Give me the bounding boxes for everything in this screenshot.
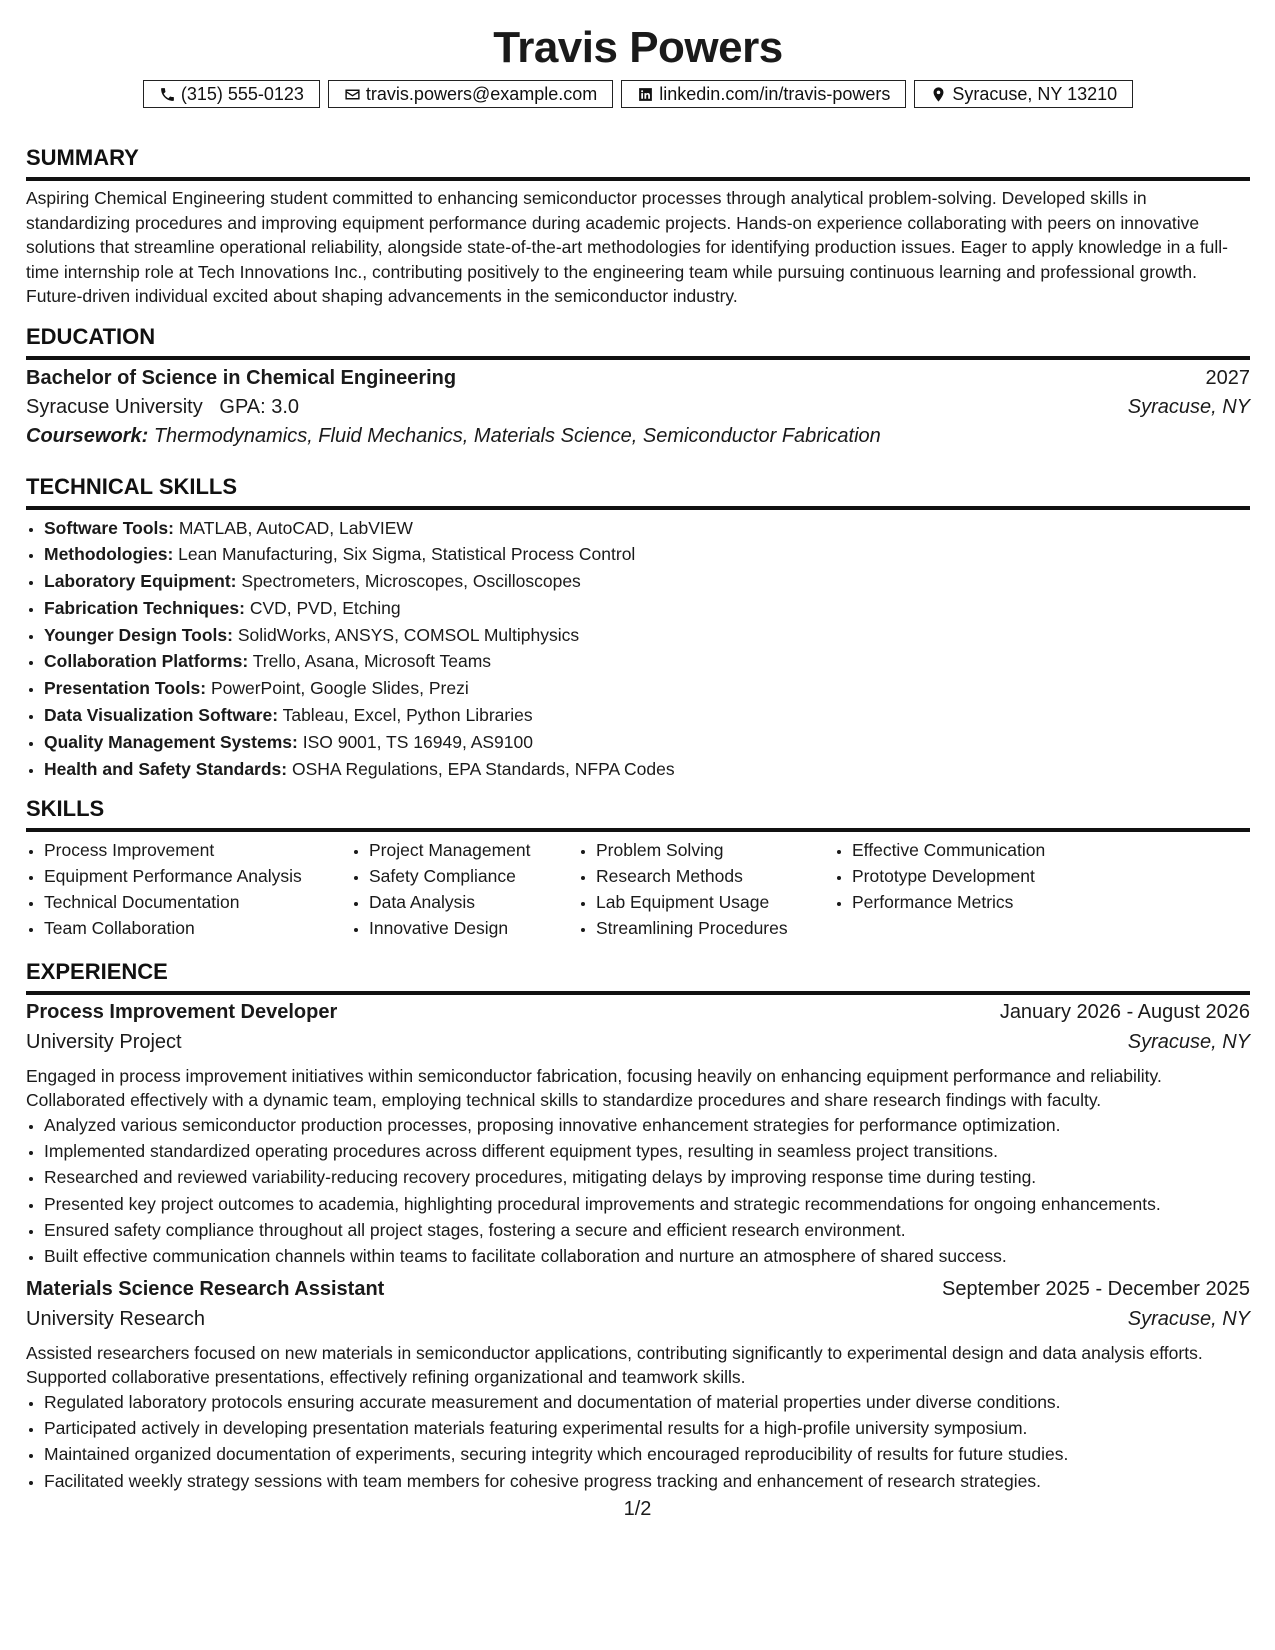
skills-section [26,796,1250,941]
contact-email-text: travis.powers@example.com [365,83,598,104]
technical-skill-label: Health and Safety Standards: [44,758,288,779]
technical-skill-value: MATLAB, AutoCAD, LabVIEW [178,517,413,538]
job-bullets [26,1113,1250,1269]
experience-org-row [26,1308,1250,1338]
technical-skill-label: Collaboration Platforms: [44,651,249,672]
technical-skill-value: Spectrometers, Microscopes, Oscilloscopes [241,571,581,592]
skill-item: • Lab Equipment Usage [596,890,834,916]
experience-section [26,959,1250,1493]
job-location: Syracuse, NY [1127,1030,1250,1053]
section-divider [26,828,1250,832]
technical-skill-value: Tableau, Excel, Python Libraries [282,705,533,726]
skill-item: • Safety Compliance [369,864,578,890]
section-title-experience: EXPERIENCE [26,958,168,984]
technical-skill-label: Presentation Tools: [44,678,207,699]
technical-skill-label: Data Visualization Software: [44,705,279,726]
technical-skill-label: Quality Management Systems: [44,731,298,752]
technical-skill-item [44,541,1250,568]
technical-skill-label: Younger Design Tools: [44,624,233,645]
skill-item: • Process Improvement [44,838,351,864]
job-bullets [26,1390,1250,1493]
section-title-skills: SKILLS [26,796,105,822]
technical-skills-list [26,515,1250,783]
job-bullet: • Ensured safety compliance throughout all project stages, fostering a secure and efficient research environment. [44,1218,1250,1243]
coursework-line [26,425,1250,454]
summary-text: Aspiring Chemical Engineering student committed to enhancing semiconductor processes through analytical problem-solving. Developed skills in standardizing procedures and improving equipment performance during academic projects. Hands-on experience collaborating with peers on innovative solutions that streamline operational reliability, alongside state-of-the-art methodologies for identifying production issues. Eager to apply knowledge in a full-time internship role at Tech Innovations Inc., contributing positively to the engineering team while pursuing continuous learning and professional growth. Future-driven individual excited about shaping advancements in the semiconductor industry. [26,188,1229,306]
experience-entry [26,1278,1250,1493]
skill-item: • Performance Metrics [852,890,1102,916]
job-organization: University Research [26,1307,205,1330]
job-dates: January 2026 - August 2026 [999,1000,1250,1023]
contact-linkedin-text: linkedin.com/in/travis-powers [659,83,891,104]
technical-skill-label: Laboratory Equipment: [44,571,237,592]
section-divider [26,356,1250,360]
technical-skill-value: PowerPoint, Google Slides, Prezi [210,678,469,699]
technical-skill-label: Software Tools: [44,517,174,538]
skills-column [351,838,578,941]
skill-item: • Effective Communication [852,838,1102,864]
job-bullet: • Participated actively in developing presentation materials featuring experimental results for a high-profile university symposium. [44,1416,1250,1441]
job-bullet: • Researched and reviewed variability-reducing recovery procedures, mitigating delays by improving response time during testing. [44,1165,1250,1190]
skill-item: • Prototype Development [852,864,1102,890]
technical-skill-item [44,648,1250,675]
technical-skill-item [44,595,1250,622]
section-divider [26,506,1250,510]
skill-item: • Problem Solving [596,838,834,864]
technical-skill-item [44,622,1250,649]
experience-header-row [26,1001,1250,1031]
technical-skill-value: SolidWorks, ANSYS, COMSOL Multiphysics [237,624,580,645]
school-name: Syracuse University [26,395,203,418]
job-dates: September 2025 - December 2025 [942,1277,1250,1300]
coursework-label: Coursework: [26,424,149,447]
contact-location [914,80,1133,108]
technical-skill-item [44,702,1250,729]
contact-phone-text: (315) 555-0123 [180,83,304,104]
gpa: GPA: 3.0 [219,395,300,418]
contact-email[interactable] [328,80,613,108]
section-title-summary: SUMMARY [26,145,139,170]
job-title: Materials Science Research Assistant [26,1277,385,1300]
school-location: Syracuse, NY [1127,395,1250,418]
job-bullet: • Regulated laboratory protocols ensuring accurate measurement and documentation of material properties under diverse conditions. [44,1390,1250,1415]
school-info [26,396,299,419]
technical-skill-value: ISO 9001, TS 16949, AS9100 [302,731,533,752]
skill-item: • Team Collaboration [44,916,351,942]
job-location: Syracuse, NY [1127,1307,1250,1330]
map-marker-icon [930,86,947,103]
skill-item: • Innovative Design [369,916,578,942]
section-title-technical-skills: TECHNICAL SKILLS [26,473,238,499]
resume-page [26,0,1250,1495]
contact-linkedin[interactable] [621,80,906,108]
technical-skill-item [44,568,1250,595]
skills-column [578,838,834,941]
contact-location-text: Syracuse, NY 13210 [952,83,1118,104]
technical-skill-value: CVD, PVD, Etching [249,597,401,618]
contact-bar [26,80,1250,108]
skills-column [834,838,1102,941]
job-bullet: • Facilitated weekly strategy sessions with team members for cohesive progress tracking and enhancement of research strategies. [44,1469,1250,1494]
skills-grid [26,838,1250,941]
skill-item: • Technical Documentation [44,890,351,916]
linkedin-icon [637,86,654,103]
job-bullet: • Maintained organized documentation of experiments, securing integrity which encouraged reproducibility of results for future studies. [44,1442,1250,1467]
page-number: 1/2 [623,1498,652,1520]
technical-skill-value: Trello, Asana, Microsoft Teams [252,651,492,672]
job-bullet: • Presented key project outcomes to academia, highlighting procedural improvements and strategic recommendations for ongoing enhancements. [44,1192,1250,1217]
graduation-year: 2027 [1205,366,1250,389]
skill-item: • Equipment Performance Analysis [44,864,351,890]
envelope-icon [344,86,361,103]
technical-skill-label: Methodologies: [44,544,174,565]
contact-phone[interactable] [143,80,320,108]
education-section [26,324,1250,454]
experience-header-row [26,1278,1250,1308]
phone-icon [159,86,176,103]
skill-item: • Data Analysis [369,890,578,916]
experience-list [26,1001,1250,1493]
experience-entry [26,1001,1250,1269]
job-description: Assisted researchers focused on new materials in semiconductor applications, contributing significantly to experimental design and data analysis efforts. Supported collaborative presentations, effectively refining organizational and teamwork skills. [26,1342,1203,1388]
education-header-row [26,367,1250,396]
job-organization: University Project [26,1030,182,1053]
skill-item: • Research Methods [596,864,834,890]
degree-title: Bachelor of Science in Chemical Engineering [26,366,457,389]
skill-item: • Streamlining Procedures [596,916,834,942]
section-divider [26,177,1250,181]
section-title-education: EDUCATION [26,323,156,349]
job-bullet: • Analyzed various semiconductor production processes, proposing innovative enhancement strategies for performance optimization. [44,1113,1250,1138]
coursework-list: Thermodynamics, Fluid Mechanics, Materials Science, Semiconductor Fabrication [153,424,881,447]
technical-skill-label: Fabrication Techniques: [44,597,245,618]
technical-skill-item [44,729,1250,756]
experience-org-row [26,1031,1250,1061]
job-bullet: • Built effective communication channels within teams to facilitate collaboration and nurture an atmosphere of shared success. [44,1244,1250,1269]
technical-skill-value: OSHA Regulations, EPA Standards, NFPA Codes [292,758,675,779]
skills-column [26,838,351,941]
technical-skill-item [44,515,1250,542]
education-school-row [26,396,1250,425]
technical-skill-item [44,675,1250,702]
section-divider [26,991,1250,995]
job-description: Engaged in process improvement initiatives within semiconductor fabrication, focusing heavily on enhancing equipment performance and reliability. Collaborated effectively with a dynamic team, employing technical skills to standardize procedures and share research findings with faculty. [26,1065,1162,1111]
summary-section [26,145,1250,309]
job-title: Process Improvement Developer [26,1000,338,1023]
technical-skill-item [44,756,1250,783]
job-bullet: • Implemented standardized operating procedures across different equipment types, resulting in seamless project transitions. [44,1139,1250,1164]
candidate-name: Travis Powers [493,23,783,72]
technical-skills-section [26,474,1250,783]
technical-skill-value: Lean Manufacturing, Six Sigma, Statistical Process Control [178,544,636,565]
skill-item: • Project Management [369,838,578,864]
